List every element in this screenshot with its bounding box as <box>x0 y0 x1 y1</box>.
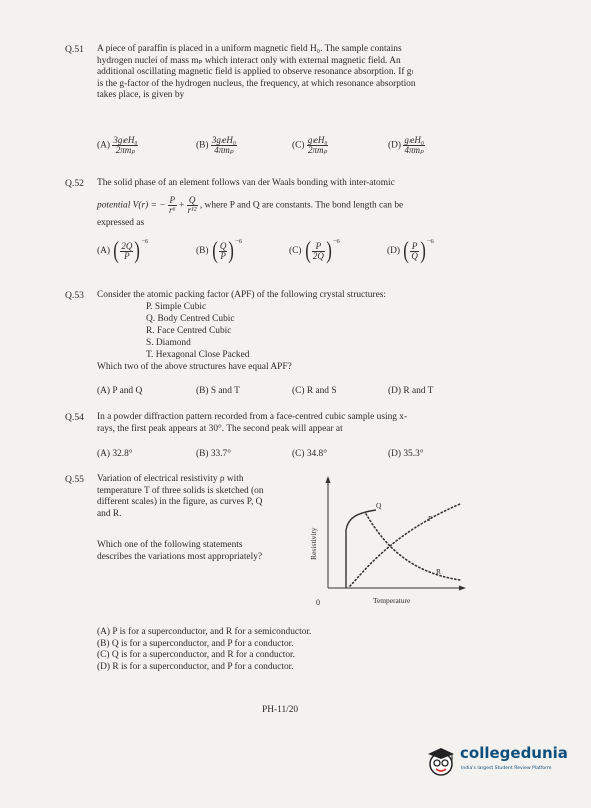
curve-label-r: R <box>436 567 441 576</box>
origin-label: 0 <box>316 598 320 607</box>
option-label: (C) <box>289 246 302 257</box>
option-fraction <box>307 136 329 155</box>
option-expression: ( $\frac{2Q}{P}$ ) $^{-6}$ <box>113 238 149 264</box>
text-line: takes place, is given by <box>97 90 185 101</box>
option-c[interactable]: (C) R and S <box>292 386 337 396</box>
curve-label-q: Q <box>376 501 382 510</box>
option-c[interactable] <box>289 240 340 262</box>
list-item: P. Simple Cubic <box>146 302 207 312</box>
x-axis-label: Temperature <box>373 596 411 605</box>
numerator: Q <box>219 240 227 251</box>
question-number: Q.51 <box>65 44 84 55</box>
question-number: Q.53 <box>65 290 84 301</box>
option-b[interactable]: (B) 33.7° <box>196 449 231 459</box>
option-d[interactable] <box>387 240 434 262</box>
option-label: (B) <box>196 246 209 257</box>
text-line: different scales) in the figure, as curves P, Q <box>97 497 263 508</box>
numerator: 2Q <box>121 240 133 251</box>
numerator: gₗeH₀ <box>307 135 328 145</box>
exponent: −6 <box>141 238 149 245</box>
text-line: In a powder diffraction pattern recorded from a face-centred cubic sample using x- <box>97 412 408 422</box>
option-a[interactable] <box>97 136 138 155</box>
exponent: −6 <box>332 238 340 245</box>
denominator: r¹² <box>187 205 197 215</box>
potential-label: potential V(r) = − <box>97 200 166 211</box>
question-text: Consider the atomic packing factor (APF) of the following crystal structures: <box>97 290 386 300</box>
curve-p <box>350 504 460 586</box>
question-text: The solid phase of an element follows van der Waals bonding with inter-atomic <box>97 178 395 188</box>
text-line: A piece of paraffin is placed in a uniform magnetic field H₀. The sample contains <box>97 44 402 54</box>
text-line: is the g-factor of the hydrogen nucleus, the frequency, at which resonance absorption <box>97 78 416 89</box>
exponent: −6 <box>235 238 243 245</box>
option-a[interactable]: (A) P is for a superconductor, and R for a semiconductor. <box>97 627 312 637</box>
list-item: S. Diamond <box>146 338 191 348</box>
option-b[interactable] <box>196 136 237 155</box>
denominator: 2Q <box>312 250 324 261</box>
option-expression: ( $\frac{Q}{P}$ ) $^{-6}$ <box>212 238 243 264</box>
denominator: P <box>124 250 130 261</box>
question-text: Which two of the above structures have equal APF? <box>97 362 292 372</box>
denominator: r⁶ <box>168 205 176 215</box>
denominator: 4πmₚ <box>214 145 234 155</box>
option-b[interactable] <box>196 240 242 262</box>
option-a[interactable] <box>97 240 148 262</box>
question-text-formula <box>97 196 517 215</box>
curve-q <box>346 510 376 588</box>
option-expression: ( $\frac{P}{2Q}$ ) $^{-6}$ <box>305 238 340 264</box>
denominator: 2πmₚ <box>115 145 136 155</box>
question-text <box>97 44 507 102</box>
option-d[interactable] <box>388 136 425 155</box>
question-text <box>97 474 307 520</box>
denominator: 2πmₚ <box>307 145 328 155</box>
y-axis-label: Resistivity <box>309 527 318 560</box>
numerator: gₗeH₀ <box>404 135 424 145</box>
text-line: temperature T of three solids is sketched (on <box>97 485 264 496</box>
question-number: Q.52 <box>65 178 84 189</box>
brand-tagline: India's largest Student Review Platform <box>461 766 552 771</box>
option-c[interactable]: (C) 34.8° <box>292 449 327 459</box>
denominator: Q <box>411 250 418 261</box>
text-line: describes the variations most appropriately? <box>97 551 263 562</box>
text-line: Variation of electrical resistivity ρ with <box>97 474 244 484</box>
option-expression: ( $\frac{P}{Q}$ ) $^{-6}$ <box>403 238 434 264</box>
option-c[interactable]: (C) Q is for a superconductor, and R for a conductor. <box>97 650 296 661</box>
option-fraction <box>211 136 237 155</box>
curve-label-p: P <box>428 514 433 523</box>
option-d[interactable]: (D) R is for a superconductor, and P for a conductor. <box>97 661 294 672</box>
numerator: Q <box>187 196 198 206</box>
fraction-q <box>187 196 198 215</box>
text-line: rays, the first peak appears at 30°. The second peak will appear at <box>97 423 343 434</box>
list-item: Q. Body Centred Cubic <box>146 314 235 324</box>
option-d[interactable]: (D) 35.3° <box>388 449 424 459</box>
option-fraction <box>112 136 138 155</box>
option-label: (D) <box>387 246 401 257</box>
plus-sign: + <box>178 200 185 211</box>
denominator: P <box>220 250 226 261</box>
formula-tail: , where P and Q are constants. The bond length can be <box>199 200 404 211</box>
numerator: P <box>411 240 418 251</box>
q55-options <box>97 627 427 673</box>
denominator: 4πmₚ <box>404 145 424 155</box>
text-line: Which one of the following statements <box>97 540 243 550</box>
question-number: Q.54 <box>65 412 84 423</box>
text-line: additional oscillating magnetic field is applied to observe resonance absorption. If gₗ <box>97 67 414 78</box>
graduate-mascot-icon <box>424 744 458 778</box>
list-item: R. Face Centred Cubic <box>146 326 232 336</box>
option-d[interactable]: (D) R and T <box>388 386 434 396</box>
brand-logo <box>424 742 570 782</box>
option-label: (A) <box>97 246 111 257</box>
y-axis-arrow <box>326 476 331 483</box>
option-fraction <box>403 136 425 155</box>
option-a[interactable]: (A) P and Q <box>97 386 143 396</box>
option-label: (A) <box>97 140 111 151</box>
option-label: (B) <box>196 140 209 151</box>
text-line: hydrogen nuclei of mass mₚ which interact only with external magnetic field. An <box>97 55 401 66</box>
text-line: and R. <box>97 508 122 519</box>
page-footer: PH-11/20 <box>262 705 299 715</box>
option-b[interactable]: (B) Q is for a superconductor, and P for a conductor. <box>97 638 294 649</box>
option-b[interactable]: (B) S and T <box>196 386 240 396</box>
question-text <box>97 412 517 435</box>
exponent: −6 <box>426 238 434 245</box>
option-a[interactable]: (A) 32.8° <box>97 449 133 459</box>
question-number: Q.55 <box>65 474 84 485</box>
numerator: 3gₗeH₀ <box>211 135 236 145</box>
x-axis-arrow <box>459 586 466 591</box>
list-item: T. Hexagonal Close Packed <box>146 350 250 360</box>
curve-r <box>366 514 460 580</box>
option-c[interactable] <box>292 136 328 155</box>
brand-name: collegedunia <box>460 744 568 762</box>
fraction-p <box>168 196 177 215</box>
option-label: (C) <box>292 140 305 151</box>
numerator: P <box>169 195 176 205</box>
numerator: P <box>312 242 325 252</box>
option-label: (D) <box>388 140 402 151</box>
question-text <box>97 540 307 563</box>
question-text: expressed as <box>97 218 145 228</box>
numerator: 3gₗeH₀ <box>113 135 138 145</box>
